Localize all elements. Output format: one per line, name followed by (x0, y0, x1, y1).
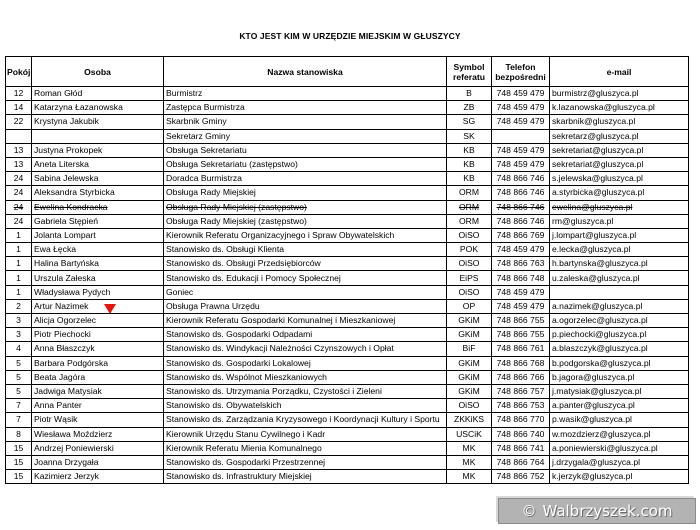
watermark-site-name: Walbrzyszek.com (542, 502, 673, 520)
table-row (6, 271, 689, 285)
cell-room: 15 (6, 455, 32, 469)
cell-email[interactable]: j.matysiak@gluszyca.pl (550, 384, 689, 398)
staff-directory-table (5, 56, 689, 484)
cell-email[interactable]: k.lazanowska@gluszyca.pl (550, 101, 689, 115)
cell-phone: 748 866 766 (492, 370, 550, 384)
cell-phone: 748 866 748 (492, 271, 550, 285)
cell-person: Gabriela Stępień (32, 214, 164, 228)
cell-phone: 748 459 479 (492, 115, 550, 129)
cell-email[interactable]: a.blaszczyk@gluszyca.pl (550, 342, 689, 356)
cell-email[interactable]: sekretariat@gluszyca.pl (550, 157, 689, 171)
cell-phone: 748 866 769 (492, 228, 550, 242)
table-row (6, 243, 689, 257)
cell-symbol: OiSO (447, 257, 492, 271)
table-row (6, 285, 689, 299)
cell-symbol: SG (447, 115, 492, 129)
cell-symbol: BiF (447, 342, 492, 356)
cell-position: Sekretarz Gminy (164, 129, 447, 143)
cell-phone: 748 866 746 (492, 172, 550, 186)
cell-symbol: KB (447, 157, 492, 171)
cell-position: Obsługa Rady Miejskiej (164, 186, 447, 200)
cell-person: Krystyna Jakubik (32, 115, 164, 129)
cell-person: Aleksandra Styrbicka (32, 186, 164, 200)
cell-position: Obsługa Sekretariatu (zastępstwo) (164, 157, 447, 171)
cell-person (32, 129, 164, 143)
copyright-icon: © (521, 502, 537, 520)
cell-position: Zastępca Burmistrza (164, 101, 447, 115)
cell-position: Stanowisko ds. Infrastruktury Miejskiej (164, 470, 447, 484)
cell-room: 14 (6, 101, 32, 115)
cell-person: Katarzyna Łazanowska (32, 101, 164, 115)
cell-person: Justyna Prokopek (32, 143, 164, 157)
table-header-row (6, 57, 689, 87)
document-title: KTO JEST KIM W URZĘDZIE MIEJSKIM W GŁUSZYCY (239, 31, 461, 41)
cell-phone: 748 866 770 (492, 413, 550, 427)
col-header-symbol: Symbol referatu (447, 57, 492, 87)
cell-room: 13 (6, 143, 32, 157)
table-row (6, 101, 689, 115)
cell-email[interactable]: j.drzygala@gluszyca.pl (550, 455, 689, 469)
cell-email (550, 285, 689, 299)
table-row (6, 157, 689, 171)
cell-room: 5 (6, 384, 32, 398)
cell-position: Stanowisko ds. Zarządzania Kryzysowego i Koordynacji Kultury i Sportu (164, 413, 447, 427)
table-row (6, 399, 689, 413)
cell-person: Kazimierz Jerzyk (32, 470, 164, 484)
cell-phone: 748 866 746 (492, 200, 550, 214)
cell-email[interactable]: ewelina@gluszyca.pl (550, 200, 689, 214)
cell-person: Anna Błaszczyk (32, 342, 164, 356)
cell-room: 24 (6, 214, 32, 228)
table-row (6, 427, 689, 441)
cell-symbol: MK (447, 455, 492, 469)
cell-phone (492, 129, 550, 143)
col-header-person: Osoba (32, 57, 164, 87)
cell-room: 7 (6, 399, 32, 413)
cell-phone: 748 866 761 (492, 342, 550, 356)
cell-person: Ewelina Kondracka (32, 200, 164, 214)
cell-symbol: MK (447, 441, 492, 455)
cell-phone: 748 459 479 (492, 143, 550, 157)
cell-position: Stanowisko ds. Gospodarki Przestrzennej (164, 455, 447, 469)
cell-room: 1 (6, 243, 32, 257)
table-row (6, 172, 689, 186)
cell-room: 15 (6, 470, 32, 484)
cell-phone: 748 459 479 (492, 299, 550, 313)
cell-email[interactable]: skarbnik@gluszyca.pl (550, 115, 689, 129)
cell-position: Goniec (164, 285, 447, 299)
cell-phone: 748 866 755 (492, 328, 550, 342)
cell-room: 1 (6, 285, 32, 299)
cell-position: Doradca Burmistrza (164, 172, 447, 186)
col-header-room: Pokój (6, 57, 32, 87)
cell-phone: 748 459 479 (492, 285, 550, 299)
table-row (6, 129, 689, 143)
cell-position: Stanowisko ds. Utrzymania Porządku, Czystości i Zieleni (164, 384, 447, 398)
cell-room: 8 (6, 427, 32, 441)
table-row (6, 470, 689, 484)
cell-symbol: GKiM (447, 356, 492, 370)
cell-room: 24 (6, 186, 32, 200)
cell-room: 5 (6, 370, 32, 384)
cell-person: Alicja Ogorzelec (32, 314, 164, 328)
cell-phone: 748 459 479 (492, 243, 550, 257)
cell-email[interactable]: sekretariat@gluszyca.pl (550, 143, 689, 157)
table-row (6, 413, 689, 427)
cell-position: Skarbnik Gminy (164, 115, 447, 129)
table-row (6, 370, 689, 384)
cell-email[interactable]: a.poniewierski@gluszyca.pl (550, 441, 689, 455)
cell-position: Obsługa Rady Miejskiej (zastępstwo) (164, 200, 447, 214)
cell-email[interactable]: w.mozdzierz@gluszyca.pl (550, 427, 689, 441)
cell-email[interactable]: rm@gluszyca.pl (550, 214, 689, 228)
cell-phone: 748 866 746 (492, 214, 550, 228)
cell-email[interactable]: b.podgorska@gluszyca.pl (550, 356, 689, 370)
cell-email[interactable]: a.ogorzelec@gluszyca.pl (550, 314, 689, 328)
cell-email[interactable]: e.lecka@gluszyca.pl (550, 243, 689, 257)
table-row (6, 214, 689, 228)
cell-email[interactable]: sekretarz@gluszyca.pl (550, 129, 689, 143)
cell-symbol: POK (447, 243, 492, 257)
cell-person: Władysława Pydych (32, 285, 164, 299)
cell-room: 13 (6, 157, 32, 171)
table-row (6, 115, 689, 129)
cell-phone: 748 866 753 (492, 399, 550, 413)
cell-room: 7 (6, 413, 32, 427)
cell-person: Roman Głód (32, 87, 164, 101)
cell-phone: 748 459 479 (492, 87, 550, 101)
cell-person: Urszula Załeska (32, 271, 164, 285)
cell-position: Stanowisko ds. Obsługi Przedsiębiorców (164, 257, 447, 271)
cell-symbol: GKiM (447, 384, 492, 398)
cell-phone: 748 866 746 (492, 186, 550, 200)
cell-email[interactable]: k.jerzyk@gluszyca.pl (550, 470, 689, 484)
cell-email[interactable]: a.panter@gluszyca.pl (550, 399, 689, 413)
col-header-position: Nazwa stanowiska (164, 57, 447, 87)
cell-phone: 748 459 479 (492, 157, 550, 171)
cell-symbol: ORM (447, 200, 492, 214)
cell-phone: 748 866 741 (492, 441, 550, 455)
cell-email[interactable]: s.jelewska@gluszyca.pl (550, 172, 689, 186)
cell-symbol: B (447, 87, 492, 101)
cell-symbol: MK (447, 470, 492, 484)
cell-symbol: GKiM (447, 314, 492, 328)
cell-symbol: USCiK (447, 427, 492, 441)
table-row (6, 441, 689, 455)
cell-email[interactable]: h.bartynska@gluszyca.pl (550, 257, 689, 271)
table-row (6, 87, 689, 101)
cell-position: Stanowisko ds. Obsługi Klienta (164, 243, 447, 257)
cell-symbol: ZB (447, 101, 492, 115)
cell-email[interactable]: b.jagora@gluszyca.pl (550, 370, 689, 384)
cell-person: Piotr Wąsik (32, 413, 164, 427)
cell-email[interactable]: p.wasik@gluszyca.pl (550, 413, 689, 427)
cell-symbol: OiSO (447, 228, 492, 242)
cell-position: Stanowisko ds. Gospodarki Odpadami (164, 328, 447, 342)
cell-phone: 748 866 764 (492, 455, 550, 469)
cell-person: Anna Panter (32, 399, 164, 413)
table-row (6, 384, 689, 398)
cell-room: 3 (6, 328, 32, 342)
table-row (6, 186, 689, 200)
cell-person: Wiesława Moździerz (32, 427, 164, 441)
cell-person: Barbara Podgórska (32, 356, 164, 370)
cell-person: Aneta Literska (32, 157, 164, 171)
cell-email[interactable]: j.lompart@gluszyca.pl (550, 228, 689, 242)
cell-phone: 748 866 757 (492, 384, 550, 398)
cell-person: Beata Jagóra (32, 370, 164, 384)
cell-person: Sabina Jelewska (32, 172, 164, 186)
cell-room: 24 (6, 200, 32, 214)
cell-room: 12 (6, 87, 32, 101)
cell-person: Piotr Piechocki (32, 328, 164, 342)
cell-room: 24 (6, 172, 32, 186)
table-row (6, 342, 689, 356)
cell-position: Stanowisko ds. Windykacji Należności Czynszowych i Opłat (164, 342, 447, 356)
cell-position: Kierownik Referatu Organizacyjnego i Spraw Obywatelskich (164, 228, 447, 242)
table-row (6, 257, 689, 271)
cell-person: Artur Nazimek (32, 299, 164, 313)
cell-room (6, 129, 32, 143)
table-row (6, 328, 689, 342)
cell-person: Joanna Drzygała (32, 455, 164, 469)
cell-position: Obsługa Rady Miejskiej (zastępstwo) (164, 214, 447, 228)
table-row (6, 200, 689, 214)
table-row (6, 314, 689, 328)
cell-position: Stanowisko ds. Wspólnot Mieszkaniowych (164, 370, 447, 384)
cell-phone: 748 459 479 (492, 101, 550, 115)
cell-position: Stanowisko ds. Obywatelskich (164, 399, 447, 413)
cell-phone: 748 866 740 (492, 427, 550, 441)
cell-position: Kierownik Urzędu Stanu Cywilnego i Kadr (164, 427, 447, 441)
cell-symbol: ZKKiKS (447, 413, 492, 427)
cell-room: 4 (6, 342, 32, 356)
cell-person: Jolanta Lompart (32, 228, 164, 242)
cell-position: Obsługa Sekretariatu (164, 143, 447, 157)
cell-room: 3 (6, 314, 32, 328)
cell-symbol: GKiM (447, 328, 492, 342)
cell-symbol: SK (447, 129, 492, 143)
cell-room: 1 (6, 257, 32, 271)
cell-room: 1 (6, 228, 32, 242)
cell-position: Kierownik Referatu Gospodarki Komunalnej i Mieszkaniowej (164, 314, 447, 328)
col-header-phone: Telefon bezpośredni (492, 57, 550, 87)
cell-symbol: GKiM (447, 370, 492, 384)
cell-symbol: OiSO (447, 399, 492, 413)
cell-symbol: OiSO (447, 285, 492, 299)
cell-email[interactable]: u.zaleska@gluszyca.pl (550, 271, 689, 285)
cell-symbol: KB (447, 143, 492, 157)
red-arrow-marker-icon (104, 304, 116, 314)
cell-email[interactable]: burmistrz@gluszyca.pl (550, 87, 689, 101)
cell-phone: 748 866 768 (492, 356, 550, 370)
cell-symbol: ORM (447, 214, 492, 228)
cell-position: Obsługa Prawna Urzędu (164, 299, 447, 313)
cell-email[interactable]: a.nazimek@gluszyca.pl (550, 299, 689, 313)
cell-person: Andrzej Poniewierski (32, 441, 164, 455)
cell-symbol: ORM (447, 186, 492, 200)
cell-symbol: OP (447, 299, 492, 313)
cell-person: Halina Bartyńska (32, 257, 164, 271)
cell-person: Jadwiga Matysiak (32, 384, 164, 398)
cell-email[interactable]: p.piechocki@gluszyca.pl (550, 328, 689, 342)
cell-phone: 748 866 755 (492, 314, 550, 328)
table-row (6, 356, 689, 370)
cell-position: Stanowisko ds. Edukacji i Pomocy Społecznej (164, 271, 447, 285)
cell-room: 22 (6, 115, 32, 129)
cell-person: Ewa Łęcka (32, 243, 164, 257)
cell-room: 5 (6, 356, 32, 370)
table-row (6, 455, 689, 469)
cell-room: 15 (6, 441, 32, 455)
table-row (6, 143, 689, 157)
col-header-email: e-mail (550, 57, 689, 87)
table-row (6, 228, 689, 242)
cell-position: Burmistrz (164, 87, 447, 101)
cell-position: Stanowisko ds. Gospodarki Lokalowej (164, 356, 447, 370)
cell-email[interactable]: a.styrbicka@gluszyca.pl (550, 186, 689, 200)
cell-symbol: EiPS (447, 271, 492, 285)
cell-phone: 748 866 763 (492, 257, 550, 271)
watermark-logo (498, 498, 696, 524)
cell-room: 1 (6, 271, 32, 285)
cell-position: Kierownik Referatu Mienia Komunalnego (164, 441, 447, 455)
cell-symbol: KB (447, 172, 492, 186)
cell-phone: 748 866 752 (492, 470, 550, 484)
cell-room: 2 (6, 299, 32, 313)
